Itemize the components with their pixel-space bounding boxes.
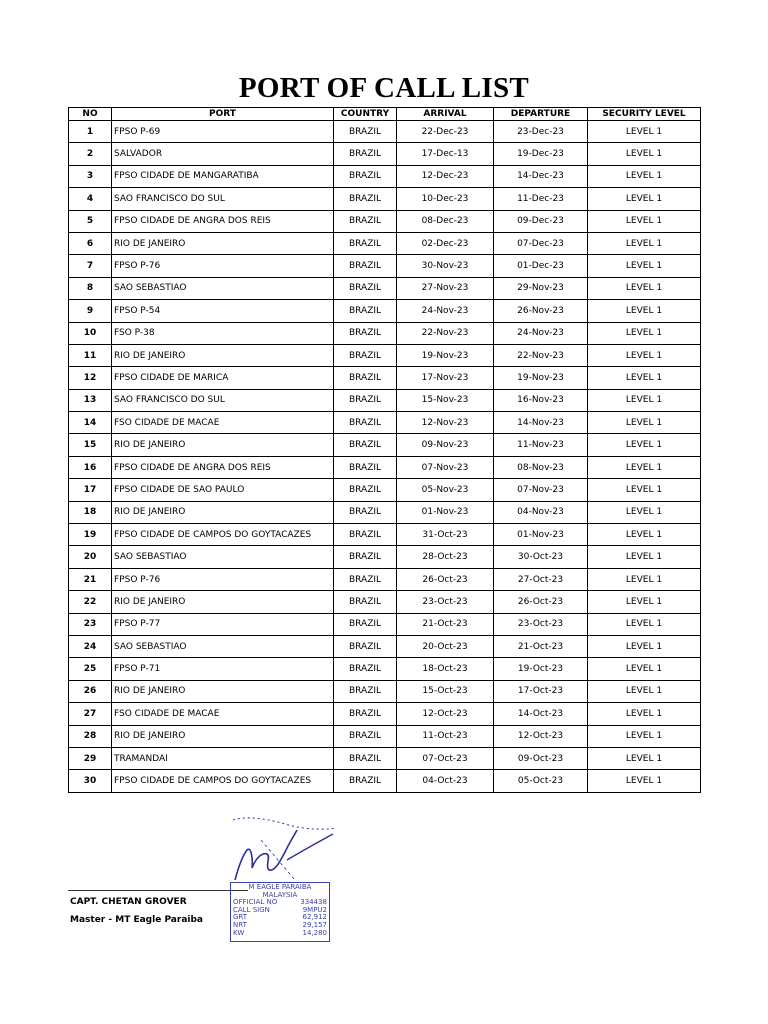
- cell-security-level: LEVEL 1: [588, 434, 701, 456]
- cell-no: 13: [69, 389, 112, 411]
- cell-country: BRAZIL: [334, 568, 397, 590]
- cell-no: 17: [69, 479, 112, 501]
- cell-security-level: LEVEL 1: [588, 456, 701, 478]
- cell-port: FSO P-38: [112, 322, 334, 344]
- cell-country: BRAZIL: [334, 456, 397, 478]
- cell-port: RIO DE JANEIRO: [112, 434, 334, 456]
- table-row: [69, 165, 701, 187]
- table-row: [69, 770, 701, 792]
- cell-departure: 11-Nov-23: [494, 434, 588, 456]
- table-row: [69, 344, 701, 366]
- cell-country: BRAZIL: [334, 591, 397, 613]
- cell-security-level: LEVEL 1: [588, 165, 701, 187]
- table-row: [69, 255, 701, 277]
- cell-arrival: 07-Nov-23: [397, 456, 494, 478]
- cell-no: 19: [69, 524, 112, 546]
- cell-port: RIO DE JANEIRO: [112, 591, 334, 613]
- cell-country: BRAZIL: [334, 322, 397, 344]
- table-row: [69, 568, 701, 590]
- cell-arrival: 17-Nov-23: [397, 367, 494, 389]
- cell-no: 21: [69, 568, 112, 590]
- cell-arrival: 15-Oct-23: [397, 680, 494, 702]
- cell-security-level: LEVEL 1: [588, 121, 701, 143]
- cell-arrival: 22-Dec-23: [397, 121, 494, 143]
- table-row: [69, 456, 701, 478]
- cell-departure: 09-Oct-23: [494, 747, 588, 769]
- cell-country: BRAZIL: [334, 412, 397, 434]
- stamp-field-value: 29,157: [302, 920, 327, 929]
- cell-arrival: 11-Oct-23: [397, 725, 494, 747]
- cell-security-level: LEVEL 1: [588, 232, 701, 254]
- table-row: [69, 479, 701, 501]
- table-row: [69, 277, 701, 299]
- cell-no: 10: [69, 322, 112, 344]
- cell-arrival: 30-Nov-23: [397, 255, 494, 277]
- cell-security-level: LEVEL 1: [588, 747, 701, 769]
- cell-port: FPSO P-76: [112, 568, 334, 590]
- cell-security-level: LEVEL 1: [588, 210, 701, 232]
- cell-port: SAO SEBASTIAO: [112, 635, 334, 657]
- cell-no: 1: [69, 121, 112, 143]
- cell-country: BRAZIL: [334, 501, 397, 523]
- stamp-fields: [233, 899, 327, 937]
- cell-country: BRAZIL: [334, 658, 397, 680]
- table-row: [69, 591, 701, 613]
- cell-arrival: 07-Oct-23: [397, 747, 494, 769]
- cell-country: BRAZIL: [334, 680, 397, 702]
- cell-arrival: 15-Nov-23: [397, 389, 494, 411]
- cell-security-level: LEVEL 1: [588, 479, 701, 501]
- cell-country: BRAZIL: [334, 210, 397, 232]
- cell-security-level: LEVEL 1: [588, 344, 701, 366]
- table-row: [69, 725, 701, 747]
- cell-arrival: 21-Oct-23: [397, 613, 494, 635]
- cell-security-level: LEVEL 1: [588, 725, 701, 747]
- document-title: PORT OF CALL LIST: [238, 72, 530, 104]
- cell-departure: 01-Nov-23: [494, 524, 588, 546]
- cell-departure: 09-Dec-23: [494, 210, 588, 232]
- cell-country: BRAZIL: [334, 300, 397, 322]
- cell-arrival: 09-Nov-23: [397, 434, 494, 456]
- cell-arrival: 27-Nov-23: [397, 277, 494, 299]
- cell-port: FPSO CIDADE DE MANGARATIBA: [112, 165, 334, 187]
- cell-security-level: LEVEL 1: [588, 412, 701, 434]
- signatory-block: [70, 893, 203, 929]
- cell-arrival: 28-Oct-23: [397, 546, 494, 568]
- cell-departure: 14-Dec-23: [494, 165, 588, 187]
- cell-security-level: LEVEL 1: [588, 680, 701, 702]
- cell-security-level: LEVEL 1: [588, 658, 701, 680]
- stamp-field-value: 9MPU2: [302, 905, 327, 914]
- cell-no: 6: [69, 232, 112, 254]
- header-no: NO: [69, 108, 112, 121]
- table-row: [69, 703, 701, 725]
- cell-arrival: 20-Oct-23: [397, 635, 494, 657]
- cell-arrival: 23-Oct-23: [397, 591, 494, 613]
- cell-security-level: LEVEL 1: [588, 255, 701, 277]
- table-header-row: [69, 108, 701, 121]
- cell-port: RIO DE JANEIRO: [112, 344, 334, 366]
- stamp-field-label: KW: [233, 928, 245, 937]
- cell-departure: 11-Dec-23: [494, 188, 588, 210]
- stamp-field-label: GRT: [233, 913, 248, 922]
- header-country: COUNTRY: [334, 108, 397, 121]
- cell-port: SAO SEBASTIAO: [112, 546, 334, 568]
- cell-port: FSO CIDADE DE MACAE: [112, 412, 334, 434]
- cell-no: 27: [69, 703, 112, 725]
- cell-port: SAO SEBASTIAO: [112, 277, 334, 299]
- cell-country: BRAZIL: [334, 344, 397, 366]
- cell-arrival: 04-Oct-23: [397, 770, 494, 792]
- stamp-field-label: NRT: [233, 920, 247, 929]
- cell-security-level: LEVEL 1: [588, 546, 701, 568]
- cell-security-level: LEVEL 1: [588, 770, 701, 792]
- cell-no: 9: [69, 300, 112, 322]
- cell-country: BRAZIL: [334, 434, 397, 456]
- cell-departure: 01-Dec-23: [494, 255, 588, 277]
- header-port: PORT: [112, 108, 334, 121]
- cell-country: BRAZIL: [334, 143, 397, 165]
- header-departure: DEPARTURE: [494, 108, 588, 121]
- cell-port: RIO DE JANEIRO: [112, 501, 334, 523]
- cell-no: 26: [69, 680, 112, 702]
- cell-security-level: LEVEL 1: [588, 300, 701, 322]
- cell-arrival: 12-Oct-23: [397, 703, 494, 725]
- header-security-level: SECURITY LEVEL: [588, 108, 701, 121]
- cell-security-level: LEVEL 1: [588, 188, 701, 210]
- cell-country: BRAZIL: [334, 546, 397, 568]
- cell-security-level: LEVEL 1: [588, 635, 701, 657]
- table-row: [69, 434, 701, 456]
- cell-no: 7: [69, 255, 112, 277]
- cell-no: 24: [69, 635, 112, 657]
- cell-port: SAO FRANCISCO DO SUL: [112, 188, 334, 210]
- cell-arrival: 24-Nov-23: [397, 300, 494, 322]
- cell-arrival: 01-Nov-23: [397, 501, 494, 523]
- cell-port: SAO FRANCISCO DO SUL: [112, 389, 334, 411]
- cell-port: FPSO P-77: [112, 613, 334, 635]
- table-row: [69, 232, 701, 254]
- cell-port: FPSO P-54: [112, 300, 334, 322]
- cell-country: BRAZIL: [334, 389, 397, 411]
- cell-arrival: 31-Oct-23: [397, 524, 494, 546]
- ship-stamp: [230, 882, 330, 942]
- cell-no: 28: [69, 725, 112, 747]
- table-row: [69, 680, 701, 702]
- cell-port: SALVADOR: [112, 143, 334, 165]
- cell-arrival: 10-Dec-23: [397, 188, 494, 210]
- cell-country: BRAZIL: [334, 524, 397, 546]
- port-of-call-table: [68, 107, 701, 793]
- cell-port: FPSO CIDADE DE CAMPOS DO GOYTACAZES: [112, 770, 334, 792]
- table-row: [69, 658, 701, 680]
- cell-port: FPSO P-76: [112, 255, 334, 277]
- cell-no: 5: [69, 210, 112, 232]
- cell-arrival: 17-Dec-13: [397, 143, 494, 165]
- cell-departure: 14-Oct-23: [494, 703, 588, 725]
- cell-country: BRAZIL: [334, 479, 397, 501]
- table-row: [69, 322, 701, 344]
- cell-arrival: 02-Dec-23: [397, 232, 494, 254]
- header-arrival: ARRIVAL: [397, 108, 494, 121]
- table-row: [69, 412, 701, 434]
- cell-departure: 19-Oct-23: [494, 658, 588, 680]
- cell-departure: 19-Nov-23: [494, 367, 588, 389]
- cell-departure: 07-Dec-23: [494, 232, 588, 254]
- cell-no: 4: [69, 188, 112, 210]
- stamp-flag: MALAYSIA: [262, 890, 298, 899]
- stamp-field: [233, 930, 327, 938]
- cell-country: BRAZIL: [334, 188, 397, 210]
- cell-no: 8: [69, 277, 112, 299]
- cell-port: TRAMANDAI: [112, 747, 334, 769]
- cell-arrival: 12-Nov-23: [397, 412, 494, 434]
- signatory-role: Master - MT Eagle Paraiba: [70, 915, 203, 925]
- table-row: [69, 121, 701, 143]
- cell-no: 3: [69, 165, 112, 187]
- cell-no: 11: [69, 344, 112, 366]
- cell-port: FSO CIDADE DE MACAE: [112, 703, 334, 725]
- stamp-field-label: OFFICIAL NO: [233, 898, 278, 907]
- cell-departure: 22-Nov-23: [494, 344, 588, 366]
- cell-security-level: LEVEL 1: [588, 389, 701, 411]
- cell-departure: 19-Dec-23: [494, 143, 588, 165]
- cell-security-level: LEVEL 1: [588, 143, 701, 165]
- table-row: [69, 524, 701, 546]
- cell-country: BRAZIL: [334, 703, 397, 725]
- cell-country: BRAZIL: [334, 725, 397, 747]
- signatory-name: CAPT. CHETAN GROVER: [70, 897, 187, 907]
- cell-departure: 05-Oct-23: [494, 770, 588, 792]
- table-row: [69, 143, 701, 165]
- cell-arrival: 22-Nov-23: [397, 322, 494, 344]
- cell-security-level: LEVEL 1: [588, 613, 701, 635]
- cell-port: RIO DE JANEIRO: [112, 232, 334, 254]
- stamp-field-value: 62,912: [302, 913, 327, 922]
- cell-country: BRAZIL: [334, 165, 397, 187]
- cell-security-level: LEVEL 1: [588, 367, 701, 389]
- cell-arrival: 08-Dec-23: [397, 210, 494, 232]
- stamp-field-label: CALL SIGN: [233, 905, 270, 914]
- cell-port: FPSO CIDADE DE ANGRA DOS REIS: [112, 456, 334, 478]
- cell-port: RIO DE JANEIRO: [112, 680, 334, 702]
- cell-country: BRAZIL: [334, 635, 397, 657]
- table-row: [69, 747, 701, 769]
- cell-port: RIO DE JANEIRO: [112, 725, 334, 747]
- cell-security-level: LEVEL 1: [588, 277, 701, 299]
- cell-port: FPSO CIDADE DE ANGRA DOS REIS: [112, 210, 334, 232]
- cell-security-level: LEVEL 1: [588, 591, 701, 613]
- table-row: [69, 210, 701, 232]
- cell-no: 30: [69, 770, 112, 792]
- stamp-field-value: 334438: [300, 898, 327, 907]
- cell-port: FPSO CIDADE DE SAO PAULO: [112, 479, 334, 501]
- stamp-ship-name: M EAGLE PARAIBA: [248, 883, 312, 891]
- cell-arrival: 12-Dec-23: [397, 165, 494, 187]
- cell-country: BRAZIL: [334, 255, 397, 277]
- cell-departure: 08-Nov-23: [494, 456, 588, 478]
- cell-security-level: LEVEL 1: [588, 501, 701, 523]
- cell-departure: 26-Oct-23: [494, 591, 588, 613]
- cell-no: 18: [69, 501, 112, 523]
- cell-no: 23: [69, 613, 112, 635]
- cell-arrival: 19-Nov-23: [397, 344, 494, 366]
- handwritten-signature: [225, 810, 345, 890]
- table-row: [69, 188, 701, 210]
- cell-departure: 26-Nov-23: [494, 300, 588, 322]
- cell-country: BRAZIL: [334, 277, 397, 299]
- table-row: [69, 501, 701, 523]
- cell-security-level: LEVEL 1: [588, 524, 701, 546]
- cell-departure: 17-Oct-23: [494, 680, 588, 702]
- cell-departure: 21-Oct-23: [494, 635, 588, 657]
- cell-departure: 24-Nov-23: [494, 322, 588, 344]
- cell-departure: 14-Nov-23: [494, 412, 588, 434]
- table-row: [69, 546, 701, 568]
- cell-arrival: 26-Oct-23: [397, 568, 494, 590]
- cell-departure: 16-Nov-23: [494, 389, 588, 411]
- cell-departure: 29-Nov-23: [494, 277, 588, 299]
- table-body: [69, 121, 701, 793]
- table-row: [69, 613, 701, 635]
- cell-security-level: LEVEL 1: [588, 322, 701, 344]
- cell-no: 25: [69, 658, 112, 680]
- cell-departure: 30-Oct-23: [494, 546, 588, 568]
- cell-no: 14: [69, 412, 112, 434]
- cell-country: BRAZIL: [334, 747, 397, 769]
- cell-no: 16: [69, 456, 112, 478]
- cell-no: 20: [69, 546, 112, 568]
- signature-line: [68, 890, 248, 891]
- cell-country: BRAZIL: [334, 613, 397, 635]
- cell-no: 29: [69, 747, 112, 769]
- cell-departure: 23-Oct-23: [494, 613, 588, 635]
- table-row: [69, 389, 701, 411]
- table-row: [69, 300, 701, 322]
- cell-departure: 27-Oct-23: [494, 568, 588, 590]
- cell-country: BRAZIL: [334, 367, 397, 389]
- cell-no: 22: [69, 591, 112, 613]
- cell-port: FPSO CIDADE DE CAMPOS DO GOYTACAZES: [112, 524, 334, 546]
- cell-departure: 12-Oct-23: [494, 725, 588, 747]
- cell-departure: 23-Dec-23: [494, 121, 588, 143]
- cell-country: BRAZIL: [334, 121, 397, 143]
- cell-no: 15: [69, 434, 112, 456]
- cell-departure: 07-Nov-23: [494, 479, 588, 501]
- cell-port: FPSO P-69: [112, 121, 334, 143]
- cell-arrival: 05-Nov-23: [397, 479, 494, 501]
- cell-departure: 04-Nov-23: [494, 501, 588, 523]
- cell-arrival: 18-Oct-23: [397, 658, 494, 680]
- cell-no: 12: [69, 367, 112, 389]
- cell-country: BRAZIL: [334, 232, 397, 254]
- cell-security-level: LEVEL 1: [588, 568, 701, 590]
- cell-security-level: LEVEL 1: [588, 703, 701, 725]
- cell-port: FPSO CIDADE DE MARICA: [112, 367, 334, 389]
- stamp-field-value: 14,280: [302, 928, 327, 937]
- table-row: [69, 635, 701, 657]
- cell-port: FPSO P-71: [112, 658, 334, 680]
- cell-no: 2: [69, 143, 112, 165]
- table-row: [69, 367, 701, 389]
- cell-country: BRAZIL: [334, 770, 397, 792]
